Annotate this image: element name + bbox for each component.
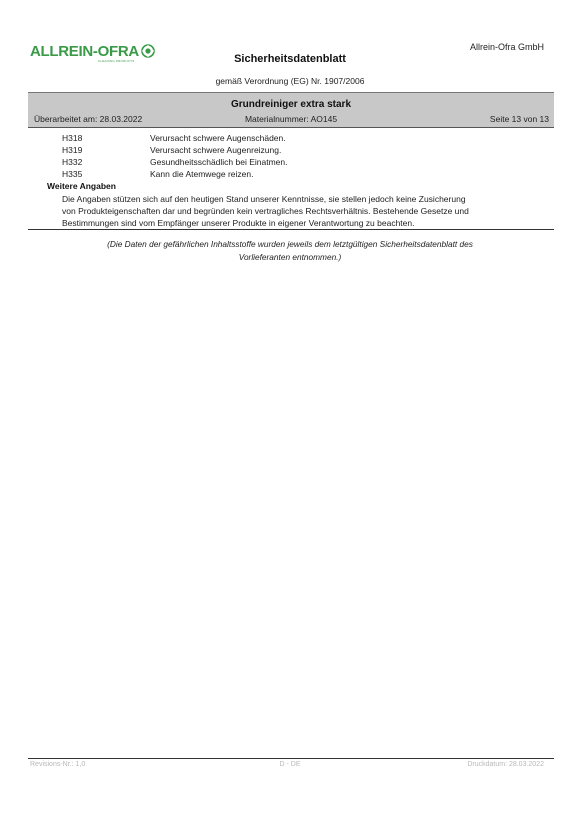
logo-subtext: CLEANING PRODUCTS: [98, 59, 135, 63]
footer-revision: Revisions-Nr.: 1,0: [30, 761, 86, 768]
data-source-note: [80, 238, 500, 263]
section-divider: [28, 229, 554, 230]
footer-print-date: Druckdatum: 28.03.2022: [467, 761, 544, 768]
logo-wordmark: ALLREIN-OFRA: [30, 43, 139, 60]
paragraph-line: Die Angaben stützen sich auf den heutigen Stand unserer Kenntnisse, sie stellen jedoch keine Zusicherung: [62, 194, 466, 204]
page-number: Seite 13 von 13: [489, 114, 549, 124]
document-title: Sicherheitsdatenblatt: [234, 53, 346, 65]
hazard-text: Verursacht schwere Augenschäden.: [150, 133, 286, 143]
hazard-code: H335: [62, 169, 83, 179]
hazard-statement-row: [62, 157, 288, 167]
note-line: Vorlieferanten entnommen.): [238, 251, 342, 262]
product-name: Grundreiniger extra stark: [230, 99, 352, 110]
note-line: (Die Daten der gefährlichen Inhaltsstoffe wurden jeweils dem letztgültigen Sicherheitsdatenblatt des: [107, 239, 473, 249]
regulation-reference: gemäß Verordnung (EG) Nr. 1907/2006: [215, 76, 365, 86]
section-heading-further-info: Weitere Angaben: [47, 181, 116, 191]
further-info-paragraph: [62, 193, 552, 230]
hazard-code: H332: [62, 157, 83, 167]
hazard-code: H319: [62, 145, 83, 155]
hazard-statement-row: [62, 133, 286, 143]
paragraph-line: Bestimmungen sind vom Empfänger unserer Produkte in eigener Verantwortung zu beachten.: [62, 218, 415, 229]
material-number: Materialnummer: AO145: [244, 114, 338, 124]
footer-locale: D - DE: [279, 761, 301, 768]
hazard-statement-row: [62, 169, 254, 179]
product-header-box: [28, 92, 554, 128]
company-name: Allrein-Ofra GmbH: [469, 42, 544, 52]
footer-divider: [28, 758, 554, 759]
revision-date: Überarbeitet am: 28.03.2022: [34, 114, 143, 124]
hazard-statement-row: [62, 145, 282, 155]
hazard-text: Kann die Atemwege reizen.: [150, 169, 254, 179]
paragraph-line: von Produkteigenschaften dar und begründen kein vertragliches Rechtsverhältnis. Bestehende Gesetze und: [62, 206, 469, 217]
hazard-code: H318: [62, 133, 83, 143]
hazard-text: Gesundheitsschädlich bei Einatmen.: [150, 157, 288, 167]
hazard-text: Verursacht schwere Augenreizung.: [150, 145, 282, 155]
